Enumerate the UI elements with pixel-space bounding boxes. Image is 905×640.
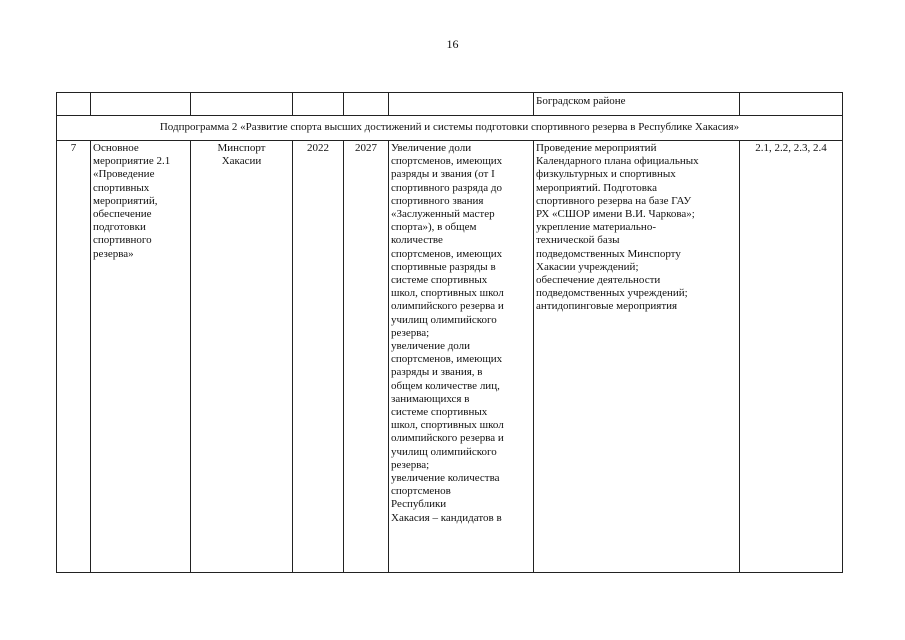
cell-empty (344, 93, 389, 116)
page-number: 16 (446, 37, 459, 51)
cell-empty (91, 93, 191, 116)
cell-year-start: 2022 (293, 141, 344, 573)
subprogram-header-row (57, 116, 843, 141)
cell-executor: Минспорт Хакасии (191, 141, 293, 573)
table-row (57, 141, 843, 573)
cell-empty (389, 93, 534, 116)
cell-event: Основное мероприятие 2.1 «Проведение спортивных мероприятий, обеспечение подготовки спортивного резерва» (91, 141, 191, 573)
cell-empty (57, 93, 91, 116)
cell-indicators: 2.1, 2.2, 2.3, 2.4 (740, 141, 843, 573)
table-row-continuation (57, 93, 843, 116)
subprogram-title: Подпрограмма 2 «Развитие спорта высших достижений и системы подготовки спортивного резерва в Республике Хакасия» (57, 116, 843, 141)
cell-number: 7 (57, 141, 91, 573)
program-table (56, 92, 843, 573)
cell-empty (293, 93, 344, 116)
cell-result: Увеличение доли спортсменов, имеющих разряды и звания (от I спортивного разряда до спортивного звания «Заслуженный мастер спорта»), в общем количестве спортсменов, имеющих спортивные разряды в системе спортивных школ, спортивных школ олимпийского резерва и училищ олимпийского резерва; увеличение доли спортсменов, имеющих разряды и звания, в общем количестве лиц, занимающихся в системе спортивных школ, спортивных школ олимпийского резерва и училищ олимпийского резерва; увеличение количества спортсменов Республики Хакасия – кандидатов в (389, 141, 534, 573)
cell-year-end: 2027 (344, 141, 389, 573)
cell-activities-continued: Боградском районе (534, 93, 740, 116)
cell-empty (191, 93, 293, 116)
cell-empty (740, 93, 843, 116)
cell-activities: Проведение мероприятий Календарного плана официальных физкультурных и спортивных мероприятий. Подготовка спортивного резерва на базе ГАУ РХ «СШОР имени В.И. Чаркова»; укрепление материально- технической базы подведомственных Минспорту Хакасии учреждений; обеспечение деятельности подведомственных учреждений; антидопинговые мероприятия (534, 141, 740, 573)
